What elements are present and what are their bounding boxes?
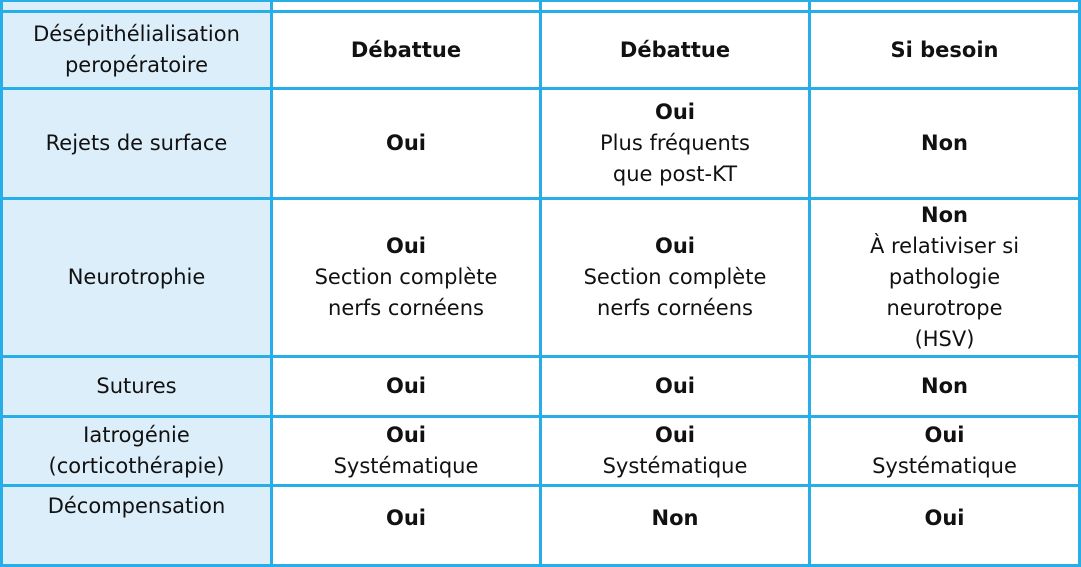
cell-value: Si besoin — [890, 37, 999, 62]
cell-value: Débattue — [350, 37, 462, 62]
header-cell — [541, 1, 810, 12]
table-cell — [272, 417, 541, 486]
cell-value: Oui — [385, 374, 426, 398]
cell-value: Oui — [654, 234, 695, 258]
table-row — [2, 89, 1080, 199]
table-cell — [810, 199, 1080, 357]
cell-value: Oui — [924, 423, 965, 447]
table-cell — [810, 12, 1080, 89]
cell-note: Section complète nerfs cornéens — [583, 265, 767, 320]
row-label: Rejets de surface — [2, 89, 272, 199]
table-cell — [272, 199, 541, 357]
table-row — [2, 199, 1080, 357]
cell-value: Non — [921, 203, 968, 227]
cell-value: Débattue — [619, 37, 731, 62]
table-row — [2, 486, 1080, 566]
row-label: Neurotrophie — [2, 199, 272, 357]
cell-value: Oui — [654, 100, 695, 124]
cell-value: Oui — [924, 506, 965, 530]
cell-value: Non — [651, 506, 699, 530]
cell-note: À relativiser si pathologie neurotrope (HSV) — [869, 234, 1020, 351]
table-row — [2, 12, 1080, 89]
cell-value: Non — [921, 374, 968, 398]
cell-value: Oui — [654, 423, 695, 447]
table-cell — [810, 357, 1080, 417]
table-cell — [272, 486, 541, 566]
cell-value: Non — [921, 131, 968, 155]
table-header-row-cut — [2, 1, 1080, 12]
row-label: Décompensation — [2, 486, 272, 566]
table-cell — [541, 89, 810, 199]
table-cell — [541, 199, 810, 357]
table-cell — [810, 417, 1080, 486]
header-cell — [272, 1, 541, 12]
table-cell — [272, 12, 541, 89]
table-cell — [272, 89, 541, 199]
table-row — [2, 417, 1080, 486]
row-label: Sutures — [2, 357, 272, 417]
cell-value: Oui — [385, 506, 426, 530]
row-label: Iatrogénie (corticothérapie) — [2, 417, 272, 486]
cell-value: Oui — [654, 374, 695, 398]
header-cell — [2, 1, 272, 12]
cell-value: Oui — [385, 131, 426, 155]
table-row — [2, 357, 1080, 417]
cell-note: Section complète nerfs cornéens — [314, 265, 498, 320]
cell-value: Oui — [385, 234, 426, 258]
table-cell — [541, 417, 810, 486]
cell-note: Systématique — [872, 454, 1017, 478]
table-cell — [810, 89, 1080, 199]
cell-note: Systématique — [333, 454, 479, 478]
table-cell — [272, 357, 541, 417]
table-cell — [810, 486, 1080, 566]
header-cell — [810, 1, 1080, 12]
cell-value: Oui — [385, 423, 426, 447]
row-label: Désépithélialisation peropératoire — [2, 12, 272, 89]
table-cell — [541, 357, 810, 417]
table-cell — [541, 486, 810, 566]
cell-note: Systématique — [602, 454, 748, 478]
table-cell — [541, 12, 810, 89]
cell-note: Plus fréquents que post-KT — [600, 131, 750, 186]
